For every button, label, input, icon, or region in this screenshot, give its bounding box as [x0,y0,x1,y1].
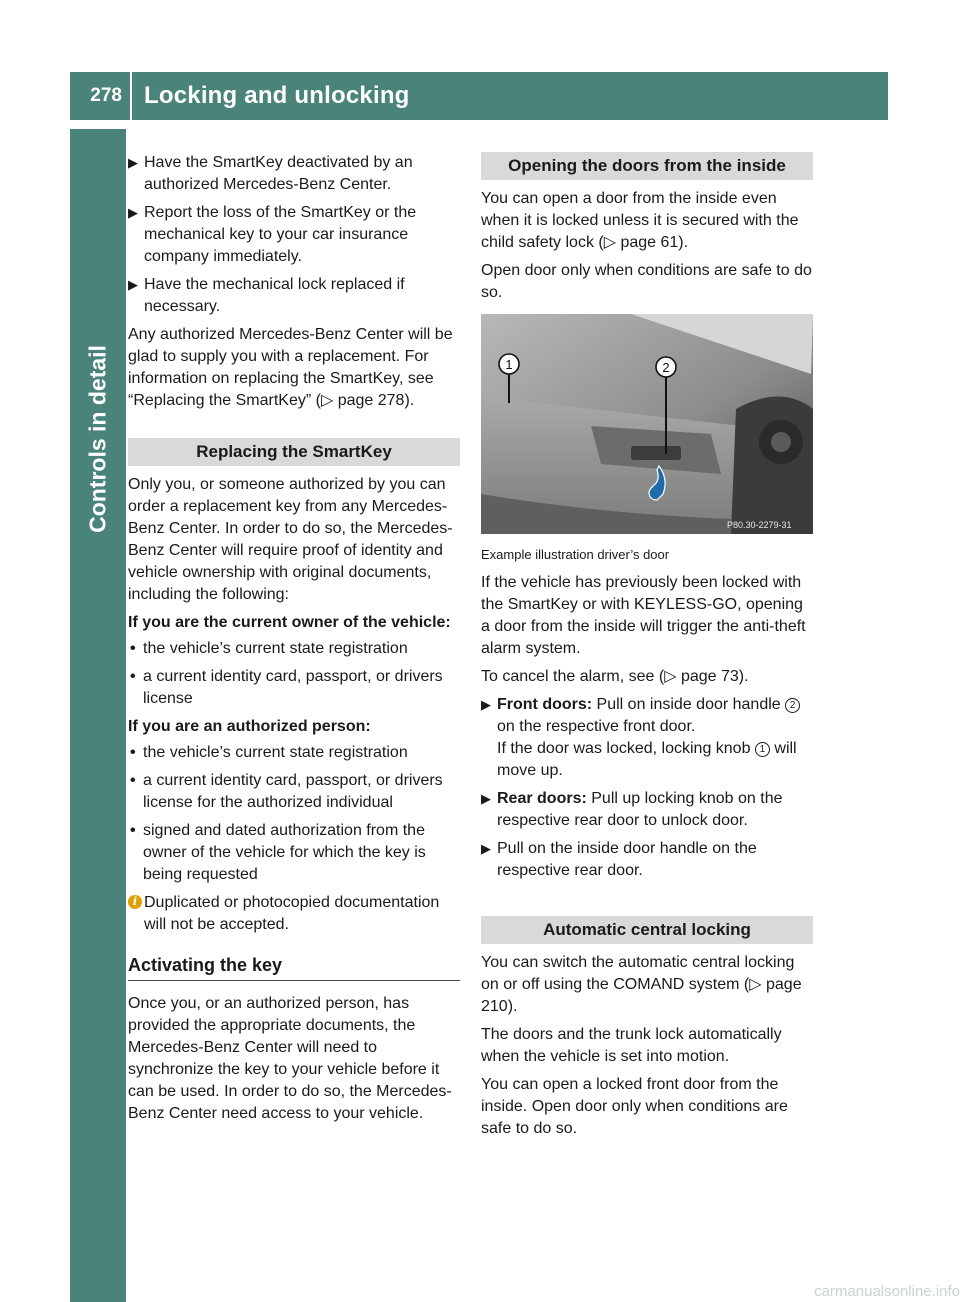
list-item: • the vehicle’s current state registration [128,742,460,764]
step-item: ▶ Have the mechanical lock replaced if necessary. [128,276,405,315]
list-item: • signed and dated authorization from the owner of the vehicle for which the key is being requested [130,822,426,883]
bullet-icon: • [130,668,136,685]
page-header [70,72,888,120]
step-arrow-icon: ▶ [481,841,491,856]
paragraph: The doors and the trunk lock automatically when the vehicle is set into motion. [481,1026,782,1065]
step-arrow-icon: ▶ [128,155,138,170]
callout-1-badge: 1 [755,742,770,757]
figure-caption: Example illustration driver’s door [481,547,670,562]
step-arrow-icon: ▶ [128,277,138,292]
step-item: ▶ Front doors: Pull on inside door handle 2 on the respective front door. If the door was locked, locking knob 1 will move up. [481,694,813,782]
paragraph: You can switch the automatic central locking on or off using the COMAND system (▷ page 210). [481,954,802,1015]
info-icon: i [128,895,142,909]
bullet-icon: • [130,822,136,839]
list-item: • the vehicle’s current state registration [128,638,460,660]
list-item: • a current identity card, passport, or drivers license [130,668,443,707]
paragraph: If the vehicle has previously been locked with the SmartKey or with KEYLESS-GO, opening a door from the inside will trigger the anti-theft alarm system. [481,574,806,657]
paragraph: You can open a door from the inside even when it is locked unless it is secured with the child safety lock (▷ page 61). [481,190,799,251]
door-photo-graphic [481,314,813,534]
subsection-heading: Activating the key [128,954,460,981]
watermark: carmanualsonline.info [814,1283,960,1300]
info-note: i Duplicated or photocopied documentation will not be accepted. [128,892,460,936]
paragraph: To cancel the alarm, see (▷ page 73). [481,668,749,685]
step-item: ▶ Report the loss of the SmartKey or the mechanical key to your car insurance company immediately. [128,204,417,265]
header-divider [130,72,132,120]
paragraph: Only you, or someone authorized by you can order a replacement key from any Mercedes-Benz Center. In order to do so, the Mercedes-Benz Center will require proof of identity and vehicle ownership with original documents, including the following: [128,476,453,603]
bullet-icon: • [130,772,136,789]
section-heading: Opening the doors from the inside [481,152,813,180]
page-number: 278 [90,85,122,106]
step-arrow-icon: ▶ [481,791,491,806]
side-tab [70,129,126,1302]
figure-code: P80.30-2279-31 [727,520,792,530]
right-column [481,152,813,1146]
section-heading: Automatic central locking [481,916,813,944]
paragraph: You can open a locked front door from the inside. Open door only when conditions are safe to do so. [481,1076,788,1137]
side-tab-label: Controls in detail [84,345,111,533]
paragraph: Once you, or an authorized person, has provided the appropriate documents, the Mercedes-Benz Center will need to synchronize the key to your vehicle before it can be used. In order to do so, the Mercedes-Benz Center need access to your vehicle. [128,995,452,1122]
paragraph: Any authorized Mercedes-Benz Center will be glad to supply you with a replacement. For information on replacing the SmartKey, see “Replacing the SmartKey” (▷ page 278). [128,326,453,409]
bullet-icon: • [130,640,136,657]
step-item: ▶ Have the SmartKey deactivated by an authorized Mercedes-Benz Center. [128,154,413,193]
step-item: ▶ Pull on the inside door handle on the respective rear door. [481,840,757,879]
subheading: If you are the current owner of the vehicle: [128,614,451,631]
left-column [128,152,460,1131]
section-heading: Replacing the SmartKey [128,438,460,466]
chapter-title: Locking and unlocking [144,82,410,109]
step-arrow-icon: ▶ [481,697,491,712]
paragraph: Open door only when conditions are safe to do so. [481,262,812,301]
step-arrow-icon: ▶ [128,205,138,220]
step-item: ▶ Rear doors: Pull up locking knob on the respective rear door to unlock door. [481,790,783,829]
bullet-icon: • [130,744,136,761]
subheading: If you are an authorized person: [128,718,371,735]
callout-2-badge: 2 [785,698,800,713]
callout-label-1: 1 [505,357,513,372]
list-item: • a current identity card, passport, or drivers license for the authorized individual [130,772,443,811]
callout-label-2: 2 [662,360,670,375]
door-illustration [481,314,813,534]
